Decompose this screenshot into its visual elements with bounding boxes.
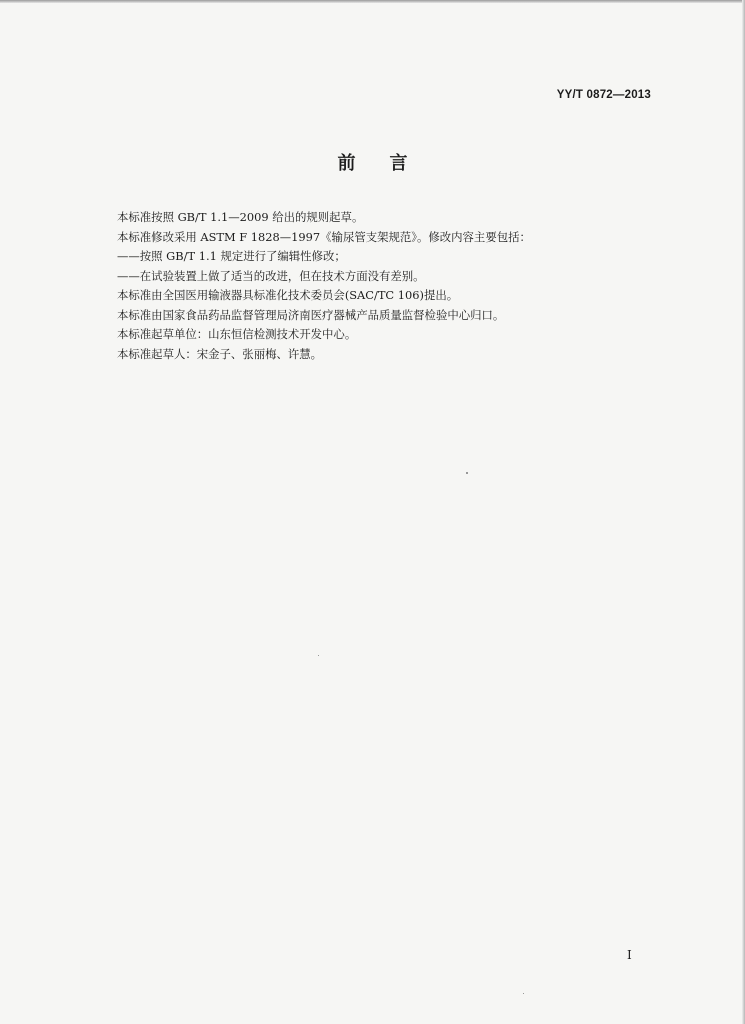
paragraph: 本标准起草人：宋金子、张丽梅、许慧。	[117, 346, 323, 361]
paragraph: 本标准由国家食品药品监督管理局济南医疗器械产品质量监督检验中心归口。	[117, 307, 505, 322]
scan-speck	[318, 655, 319, 656]
paragraph: 本标准修改采用 ASTM F 1828—1997《输尿管支架规范》。修改内容主要包括：	[117, 229, 531, 244]
paragraph: ——按照 GB/T 1.1 规定进行了编辑性修改；	[117, 249, 346, 263]
standard-code: YY/T 0872—2013	[556, 89, 651, 101]
paragraph: 本标准起草单位：山东恒信检测技术开发中心。	[117, 327, 357, 341]
scan-speck	[466, 472, 468, 474]
page-number: I	[627, 948, 632, 962]
page-title	[0, 149, 745, 175]
paragraph: 本标准按照 GB/T 1.1—2009 给出的规则起草。	[117, 210, 364, 224]
foreword-body	[117, 208, 657, 364]
scan-top-edge	[0, 0, 745, 3]
title-char-1: 前	[337, 153, 356, 174]
title-char-2: 言	[389, 153, 408, 174]
paragraph: 本标准由全国医用输液器具标准化技术委员会(SAC/TC 106)提出。	[117, 288, 459, 302]
paragraph: ——在试验装置上做了适当的改进，但在技术方面没有差别。	[117, 268, 425, 283]
scan-speck	[523, 993, 524, 994]
